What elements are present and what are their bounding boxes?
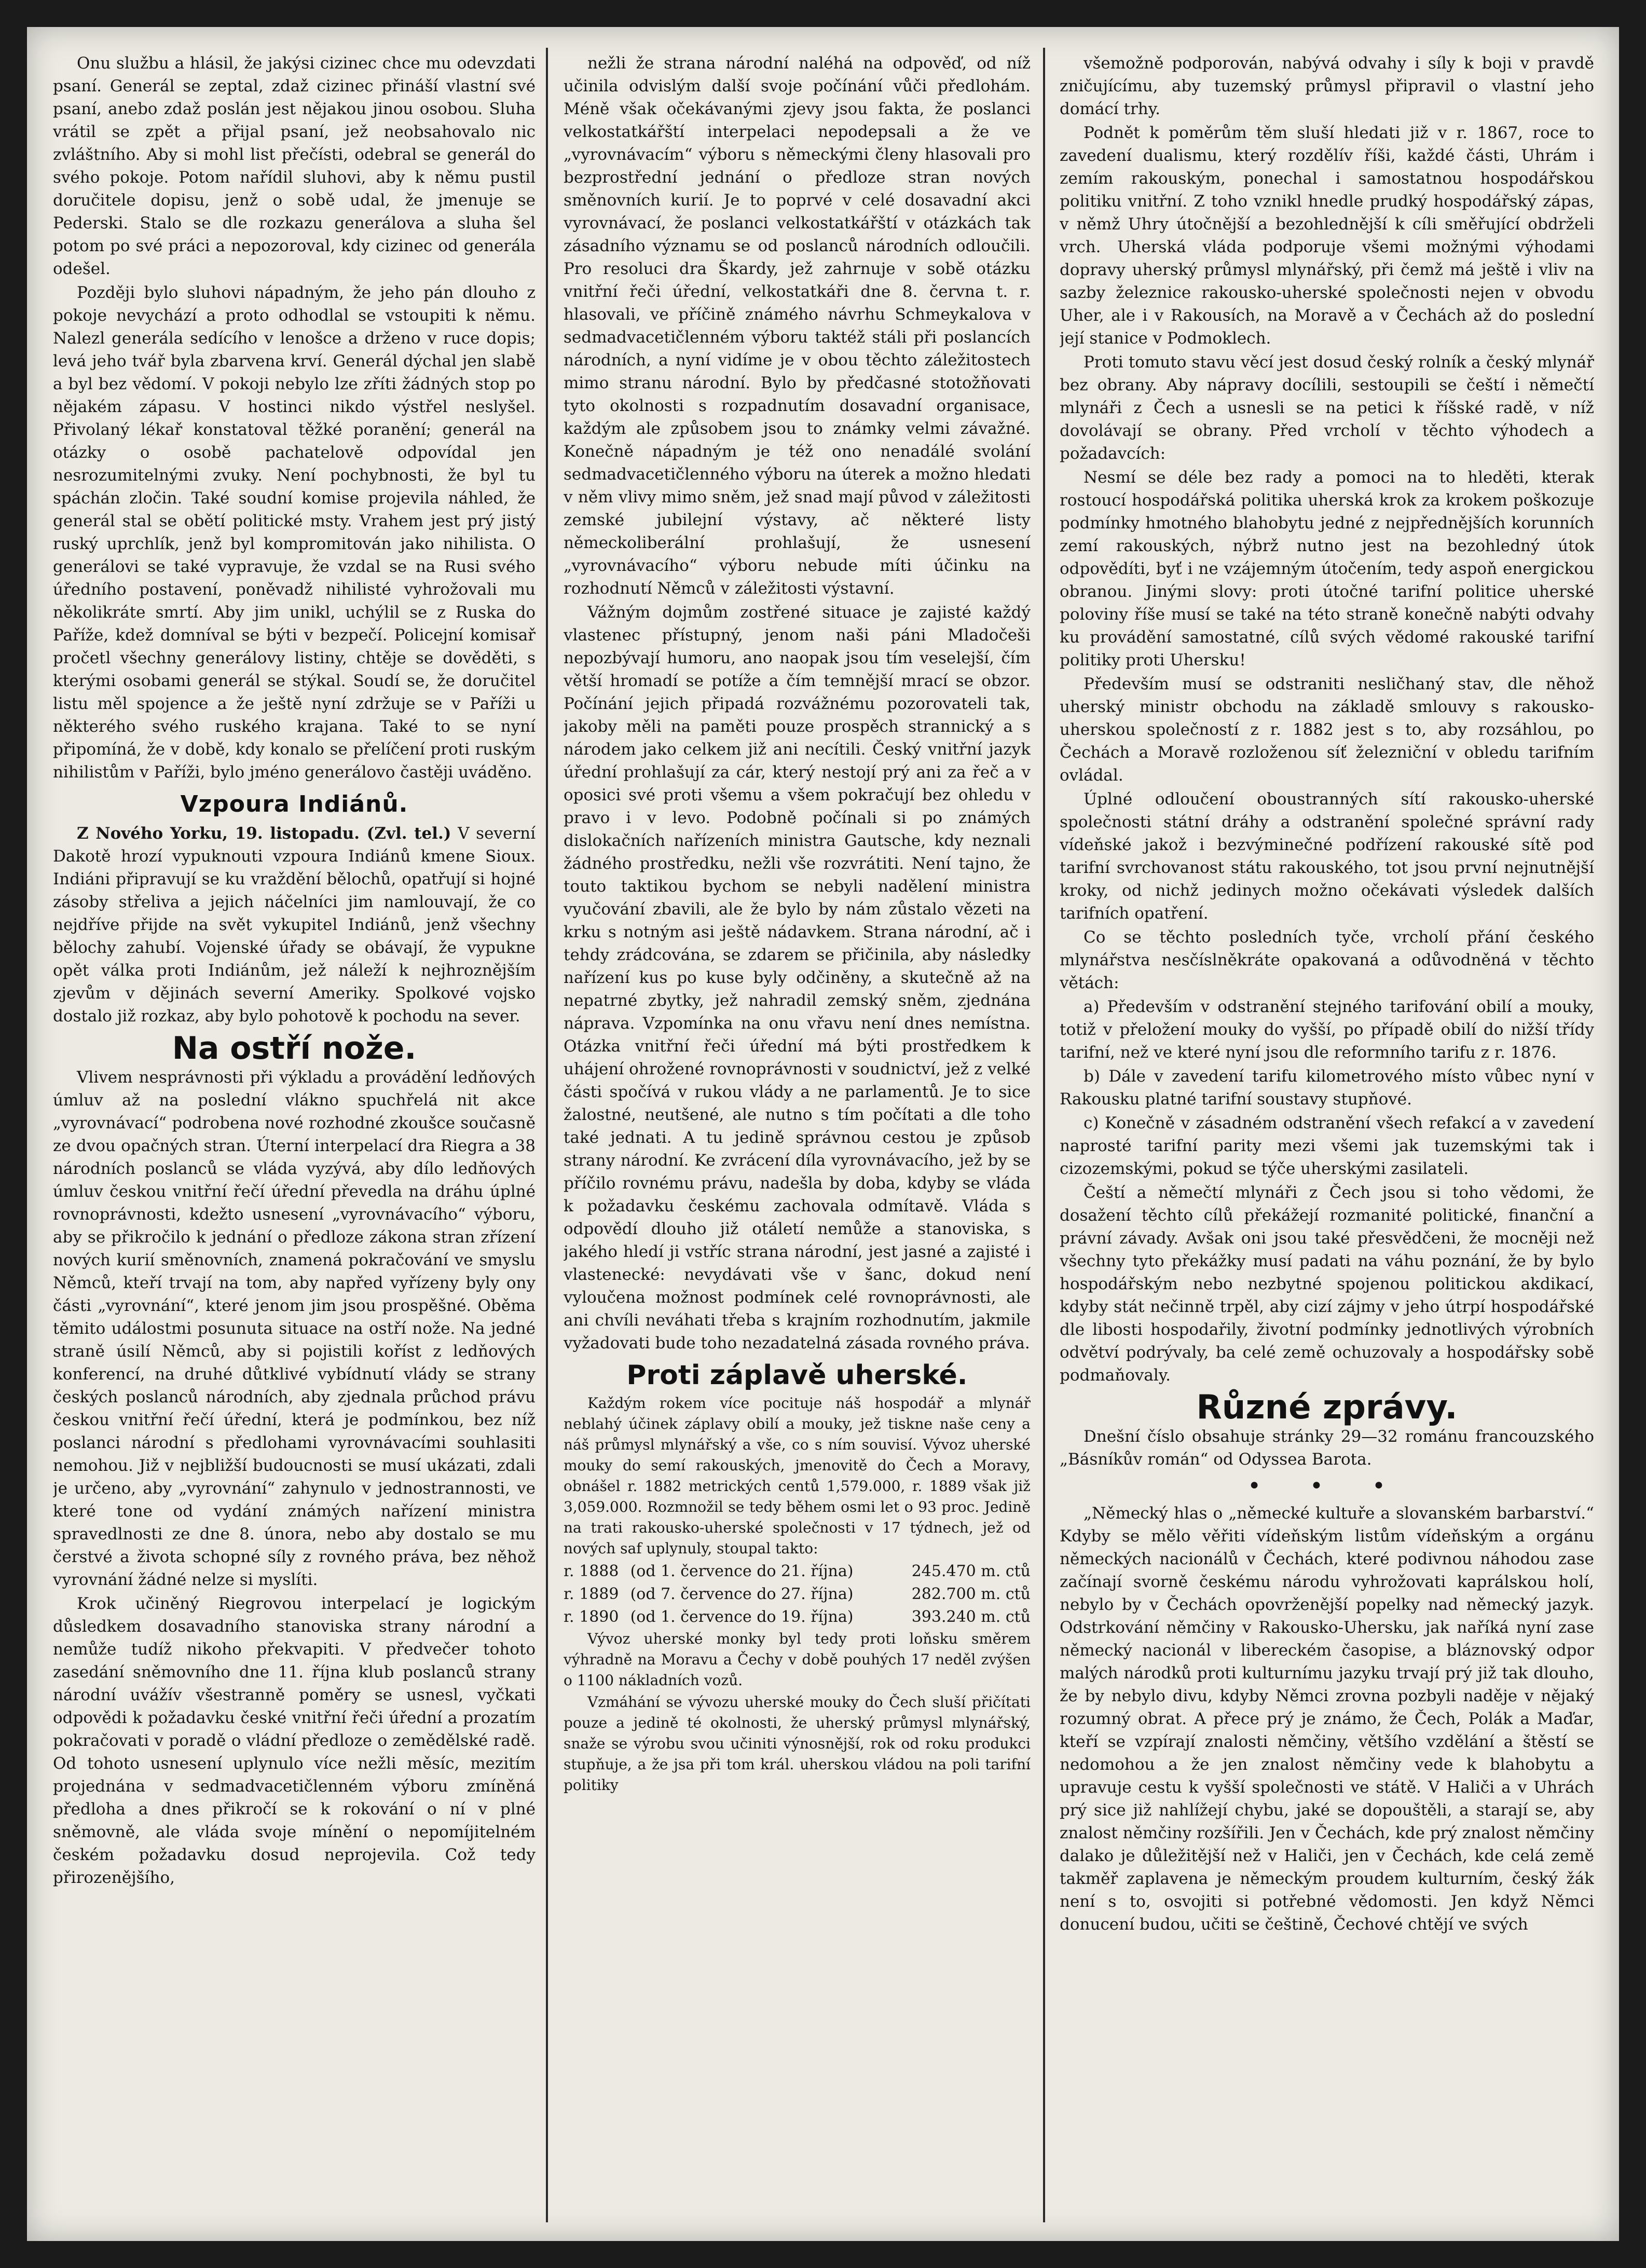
table-period: (od 1. července do 21. října) — [630, 1562, 854, 1580]
paragraph: všemožně podporován, nabývá odvahy i síly k boji v pravdě zničujícímu, aby tuzemský průmysl připravil o vlastní jeho domácí trhy. — [1060, 54, 1594, 118]
table-value: 393.240 m. ctů — [911, 1608, 1031, 1626]
paragraph: Každým rokem více pocituje náš hospodář a mlynář neblahý účinek záplavy obilí a mouky, jež tiskne naše ceny a náš průmysl mlynářský a vše, co s ním souvisí. Vývoz uherské mouky do semí rakouských, jmenovitě do Čech a Moravy, obnášel r. 1882 metrických centů 1,579.000, r. 1889 však již 3,059.000. Rozmnožil se tedy během osmi let o 93 proc. Jedině na trati rakousko-uherské společnosti v 17 týdnech, jež od nových saf uplynuly, stoupal takto: — [564, 1395, 1031, 1557]
column-3 — [1060, 52, 1594, 2216]
headline-various-news: Různé zprávy. — [1196, 1388, 1458, 1427]
paragraph: c) Konečně v zásadném odstranění všech refakcí a v zavedení naprosté tarifní parity mezi všemi jak tuzemskými tak i cizozemskými, pokud se týče uherskými zasilateli. — [1060, 1114, 1594, 1178]
paragraph — [53, 822, 536, 1028]
table-value: 282.700 m. ctů — [911, 1585, 1031, 1603]
headline-hungarian-flood: Proti záplavě uherské. — [626, 1360, 968, 1391]
export-table — [564, 1560, 1031, 1629]
paragraph: Krok učiněný Riegrovou interpelací je logickým důsledkem dosavadního stanoviska strany národní a nemůže tudíž nikoho překvapiti. V předvečer tohoto zasedání sněmovního dne 11. října klub poslanců strany národní uvážív všestranně poměry se usnesl, vyčkati odpovědi k požadavku české vnitřní řeči úřední a prozatím pokračovati v poradě o vládní předloze o zemědělské radě. Od tohoto usnesení uplynulo více nežli měsíc, mezitím projednána v sedmadvacetičlenném výboru zmíněná předloha a dnes přikročí se k rokování o ní v plné sněmovně, ale vláda svoje mínění o nepomíjitelném českém požadavku dosud neprojevila. Což tedy přirozenějšího, — [53, 1594, 536, 1887]
column-rule-1 — [546, 48, 548, 2222]
paragraph: „Německý hlas o „německé kultuře a slovanském barbarství.“ Kdyby se mělo věřiti vídeňským listům vídeňským a orgánu německých nacionálů v Čechách, které podivnou náhodou zase začínají svorně českému národu vyhrožovati kaprálskou holí, nebylo by v Čechách opovrženější popelky nad německý jazyk. Odstrkování němčiny v Rakousko-Uhersku, jak naříká nyní zase německý nacionál v libereckém časopise, a bláznovský odpor malých národků proti kulturnímu jazyku trvají prý již tak dlouho, že by nebylo divu, kdyby Němci zrovna pozbyli naděje v nějaký rozumný obrat. A přece prý je známo, že Čech, Polák a Maďar, kteří se vzpírají znalosti němčiny, většího vzdělání a štěstí se nedomohou a že jen znalost němčiny vede k blahobytu a upravuje cestu k vyšší společnosti ve státě. V Haliči a v Uhrách prý sice již nahlížejí chybu, jaké se dopouštěli, a starají se, aby znalost němčiny rozšířili. Jen v Čechách, kde prý znalost němčiny dalako je důležitější než v Haliči, jen v Čechách, kde celá země takměř zaplavena je německým proudem kulturním, český žák není s to, osvojiti si potřebné vědomosti. Jen když Němci donucení budou, učiti se češtině, Čechové chtějí ve svých — [1060, 1504, 1594, 1934]
paragraph: Proti tomuto stavu věcí jest dosud český rolník a český mlynář bez obrany. Aby nápravy docílili, sestoupili se čeští i němečtí mlynáři z Čech a usnesli se na petici k říšské radě, v níž dovolávají se obrany. Před vrcholí v těchto výhodech a požadavcích: — [1060, 353, 1594, 463]
paragraph: Vlivem nesprávnosti při výkladu a provádění ledňových úmluv až na poslední vlákno spuchřelá nit akce „vyrovnávací“ podrobena nové rozhodné zkoušce současně ze dvou opačných stran. Úterní interpelací dra Riegra a 38 národních poslanců se vláda vyzývá, aby dílo ledňových úmluv českou vnitřní řečí úřední převedla na dráhu úplné rovnoprávnosti, kdežto usnesení „vyrovnávacího“ výboru, aby se přikročilo k jednání o předloze zákona stran zřízení nových kurií směnovních, znamená pokračování ve smyslu Němců, kteří trvají na tom, aby napřed vyřízeny byly ony části „vyrovnání“, které jenom jim jsou prospěšné. Oběma těmito událostmi posunuta situace na ostří nože. Na jedné straně úsilí Němců, aby si pojistili koříst z ledňových konferencí, na druhé důtklivé vybídnutí vlády se strany českých poslanců národních, aby zjednala průchod právu českou vnitřní řečí úřední, která je podmínkou, bez níž poslanci národní s předlohami vyrovnávacími souhlasiti nemohou. Již v nejbližší budoucnosti se musí ukázati, zdali je určeno, aby „vyrovnání“ zahynulo v jednostrannosti, ve které tone od vydání známých nařízení ministra spravedlnosti ze dne 8. února, nebo aby dostalo se mu čerstvé a života schopné síly z rovného práva, bez něhož vyrovnání žádné nelze si myslíti. — [53, 1068, 536, 1589]
paragraph: Především musí se odstraniti nesličhaný stav, dle něhož uherský ministr obchodu na základě smlouvy s rakousko-uherskou společností z r. 1882 jest s to, aby rozsáhlou, po Čechách a Moravě rozloženou síť železniční v obledu tarifním ovládal. — [1060, 675, 1594, 785]
table-period: (od 1. července do 19. října) — [630, 1608, 854, 1626]
paragraph: Vážným dojmům zostřené situace je zajisté každý vlastenec přístupný, jenom naši páni Mladočeši nepozbývají humoru, ano naopak jsou tím veselejší, čím větší hromadí se potíže a čím temnější mrací se obzor. Počínání jejich připadá rozvážnému pozorovateli tak, jakoby měli na paměti pouze prospěch strannický a s národem jako celkem již ani necítili. Český vnitřní jazyk úřední prohlašují za cár, který nestojí prý ani za řeč a v oposici své proti všemu a všem pokračují bez ohledu v pravo i v levo. Podobně počínali si po známých dislokačních nařízeních ministra Gautsche, kdy neznali žádného prostředku, nežli vše rozvrátiti. Není tajno, že touto taktikou bychom se nebyli nadělení ministra vyučování zbavili, ale že bylo by nám zůstalo vězeti na krku s notným asi ještě nádavkem. Strana národní, ač i tehdy zrádcována, se zdarem se přičinila, aby následky nařízení kus po kuse byly odčiněny, a skutečně až na nepatrné zbytky, jež nahradil zemský sněm, zjednána náprava. Vzpomínka na onu vřavu není dnes nemístna. Otázka vnitřní řeči úřední má býti prostředkem k uhájení ohrožené rovnoprávnosti v soudnictví, jež z velké části spočívá v rukou vlády a ne parlamentů. Je to sice žalostné, neutšené, ale nutno s tím počítati a dle toho také jednati. A tu jedině správnou cestou je způsob strany národní. Ke zvrácení díla vyrovnávacího, jež by se příčilo rovnému právu, nadešla by doba, kdyby se vláda k požadavku českému zachovala odmítavě. Vláda s odpovědí dlouho již otáletí nemůže a stanoviska, s jakého hledí ji vstříc strana národní, jest jasné a zajisté i vlastenecké: nevydávati vše v šanc, dokud není vyloučena možnost podmínek celé rovnoprávnosti, ale ani chvíli neváhati třeba s krajním rozhodnutím, jakmile vyžadovati bude toho nezadatelná zásada rovného práva. — [564, 603, 1031, 1352]
paragraph: Úplné odloučení oboustranných sítí rakousko-uherské společnosti státní dráhy a odstranění společné správní rady vídeňské jakož i bezvýminečné podřízení rakouské sítě pod tarifní svrchovanost státu rakouského, tot jsou první nejnutnější kroky, od nichž jedinych možno očekávati výsledek dalších tarifních opatření. — [1060, 790, 1594, 923]
table-period: (od 7. července do 27. října) — [630, 1585, 854, 1603]
dateline: Z Nového Yorku, 19. listopadu. (Zvl. tel.) — [77, 824, 451, 843]
paragraph: Dnešní číslo obsahuje stránky 29—32 románu francouzského „Básníkův román“ od Odyssea Barota. — [1060, 1427, 1594, 1469]
paragraph: a) Především v odstranění stejného tarifování obilí a mouky, totiž v přeložení mouky do vyšší, po případě obilí do nižší třídy tarifní, než ve které nyní jsou dle reformního tarifu z r. 1876. — [1060, 998, 1594, 1062]
paragraph: Vzmáhání se vývozu uherské mouky do Čech sluší přičítati pouze a jedině té okolnosti, že uherský průmysl mlynářský, snaže se výrobu svou učiniti výnosnější, rok od roku produkci stupňuje, a že jsa při tom král. uherskou vládou na poli tarifní politiky — [564, 1693, 1031, 1794]
paragraph: nežli že strana národní naléhá na odpověď, od níž učinila odvislým další svoje počínání vůči předlohám. Méně však očekávanými zjevy jsou fakta, že poslanci velkostatkářští interpelaci nepodepsali a že ve „vyrovnávacím“ výboru s německými členy hlasovali pro bezprostřední jednání o předloze stran nových směnovních kurií. Je to poprvé v celé dosavadní akci vyrovnávací, že poslanci velkostatkářští v otázkách tak zásadního významu se od poslanců národních odloučili. Pro resoluci dra Škardy, jež zahrnuje v sobě otázku vnitřní řeči úřední, velkostatkáři dne 8. června t. r. hlasovali, ve příčině známého návrhu Schmeykalova v sedmadvacetičlenném výboru taktéž stáli při poslancích národních, a nyní vidíme je v obou těchto záležitostech mimo stranu národní. Bylo by předčasné stotožňovati tyto okolnosti s rozpadnutím dosavadní organisace, každým ale způsobem jsou to známky velmi závažné. Konečně nápadným je též ono nenadálé svolání sedmadvacetičlenného výboru na úterek a možno hledati v něm vlivy mimo sněm, jež snad mají původ v záležitosti zemské jubilejní výstavy, ač některé listy německoliberální prohlašují, že usnesení „vyrovnávacího“ výboru nebude míti účinku na rozhodnutí Němců v záležitosti výstavní. — [564, 54, 1031, 598]
table-year: r. 1889 — [564, 1585, 619, 1603]
headline-indian-uprising: Vzpoura Indiánů. — [180, 791, 408, 817]
paragraph-text: V severní Dakotě hrozí vypuknouti vzpoura Indiánů kmene Sioux. Indiáni připravují se ku vraždění bělochů, opatřují si hojné zásoby střeliva a jejich náčelníci jim namlouvají, že co nejdříve přijde na svět vykupitel Indiánů, jenž všechny bělochy zahubí. Vojenské úřady se obávají, že vypukne opět válka proti Indiánům, jež náleží k nejhroznějším zjevům v dějinách severní Ameriky. Spolkové vojsko dostalo již rozkaz, aby bylo pohotově k pochodu na sever. — [53, 824, 536, 1026]
paragraph: Čeští a němečtí mlynáři z Čech jsou si toho vědomi, že dosažení těchto cílů překážejí rozmanité politické, finanční a právní závady. Avšak oni jsou také přesvědčeni, že mocněji než všechny tyto překážky musí padati na váhu poznání, že by bylo hospodářským nebo nezbytné spojenou politickou akdikací, kdyby stát nečinně trpěl, aby cizí zájmy v jeho útrpí hospodářské dle libosti hospodařily, životní podmínky jednotlivých výrobních odvětví podrývaly, ba celé země ochuzovaly a hospodářsky sobě podmaňovaly. — [1060, 1183, 1594, 1385]
paragraph: Onu službu a hlásil, že jakýsi cizinec chce mu odevzdati psaní. Generál se zeptal, zdaž cizinec přináší vlastní své psaní, anebo zdaž poslán jest nějakou jinou osobou. Sluha vrátil se zpět a přijal psaní, jež neobsahovalo nic zvláštního. Aby si mohl list přečísti, odebral se generál do svého pokoje. Potom nařídil sluhovi, aby k němu pustil doručitele dopisu, jenž o sobě udal, že jmenuje se Pederski. Stalo se dle rozkazu generálova a sluha šel potom po své práci a nepozoroval, kdy cizinec od generála odešel. — [53, 54, 536, 278]
paragraph: Podnět k poměrům těm sluší hledati již v r. 1867, roce to zavedení dualismu, který rozdělív říši, každé části, Uhrám i zemím rakouským, ponechal i samostatnou hospodářskou politiku vnitřní. Z toho vznikl hnedle prudký hospodářský zápas, v němž Uhry útočnější a bezohlednější k cíli směřující obdrželi vrch. Uherská vláda podporuje všemi možnými výhodami dopravy uherský průmysl mlynářský, při čemž má ještě i vliv na sazby železnice rakousko-uherské společnosti nejen v obvodu Uher, ale i v Rakousích, na Moravě a v Čechách až do poslední její stanice v Podmoklech. — [1060, 124, 1594, 348]
paragraph: Později bylo sluhovi nápadným, že jeho pán dlouho z pokoje nevychází a proto odhodlal se vstoupiti k němu. Nalezl generála sedícího v lenošce a drženo v ruce dopis; levá jeho tvář byla zbarvena krví. Generál dýchal jen slabě a byl bez vědomí. V pokoji nebylo lze zříti žádných stop po nějakém zápasu. V hostinci nikdo výstřel neslyšel. Přivolaný lékař konstatoval těžké poranění; generál na otázky o osobě pachatelově odpovídal jen nesrozumitelnými zvuky. Není pochybnosti, že byl tu spáchán zločin. Také soudní komise projevila náhled, že generál stal se obětí politické msty. Vrahem jest prý jistý ruský uprchlík, jenž byl kompromitován jako nihilista. O generálovi se také vypravuje, že vzdal se na Rusi svého úředního postavení, poněvadž nihilisté vyhrožovali mu několikráte smrtí. Aby jim unikl, uchýlil se z Ruska do Paříže, kdež domníval se býti v bezpečí. Policejní komisař pročetl všechny generálovy listiny, chtěje se dověděti, s kterými osobami generál se stýkal. Soudí se, že doručitel listu měl spojence a že ještě nyní zdržuje se v Paříži u některého svého ruského krajana. Také to se nyní připomíná, že v době, kdy konalo se přelíčení proti ruským nihilistům v Paříži, bylo jméno generálovo častěji uváděno. — [53, 283, 536, 782]
paragraph: Vývoz uherské monky byl tedy proti loňsku směrem výhradně na Moravu a Čechy v době pouhých 17 neděl zvýšen o 1100 nákladních vozů. — [564, 1630, 1031, 1689]
table-row — [564, 1583, 1031, 1606]
table-value: 245.470 m. ctů — [911, 1562, 1031, 1580]
section-separator: • • • — [1247, 1473, 1406, 1499]
column-rule-2 — [1043, 48, 1045, 2222]
newspaper-page — [27, 27, 1619, 2241]
column-1 — [53, 52, 536, 2216]
table-row — [564, 1606, 1031, 1629]
headline-on-knife-edge: Na ostří nože. — [172, 1030, 417, 1067]
table-year: r. 1890 — [564, 1608, 619, 1626]
table-row — [564, 1560, 1031, 1583]
table-year: r. 1888 — [564, 1562, 619, 1580]
paragraph: Co se těchto posledních tyče, vrcholí přání českého mlynářstva nesčíslněkráte opakovaná a odůvodněná v těchto větách: — [1060, 928, 1594, 992]
column-2 — [564, 52, 1031, 2216]
paragraph: Nesmí se déle bez rady a pomoci na to hleděti, kterak rostoucí hospodářská politika uherská krok za krokem poškozuje podmínky hmotného blahobytu jedné z nejpřednějších korunních zemí rakouských, nýbrž nutno jest na bezohledný útok odpovědíti, byť i ne vzájemným útočením, tedy aspoň energickou obranou. Jinými slovy: proti útočné tarifní politice uherské poloviny říše musí se také na této straně konečně nabýti odvahy ku provádění samostatné, cílů svých vědomé rakouské tarifní politiky proti Uhersku! — [1060, 468, 1594, 670]
paragraph: b) Dále v zavedení tarifu kilometrového místo vůbec nyní v Rakousku platné tarifní soustavy stupňové. — [1060, 1067, 1594, 1109]
